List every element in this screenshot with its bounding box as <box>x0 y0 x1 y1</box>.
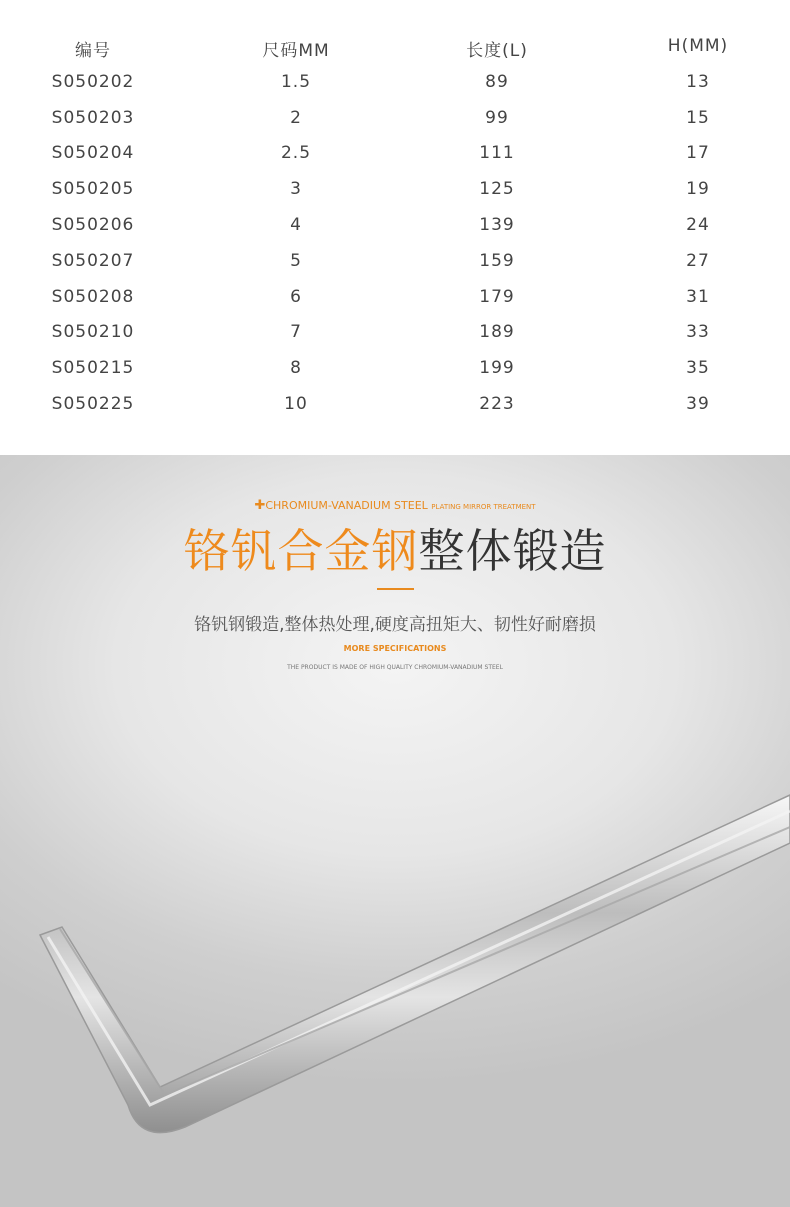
header-height: H(MM) <box>667 36 729 56</box>
cell-code: S050206 <box>51 214 135 235</box>
cell-length: 189 <box>479 322 515 343</box>
table-row <box>0 137 790 173</box>
cell-height: 33 <box>686 322 710 343</box>
spec-table <box>0 30 790 424</box>
tagline-main: CHROMIUM-VANADIUM STEEL <box>265 499 428 512</box>
cell-length: 223 <box>479 393 515 414</box>
title-orange: 铬钒合金钢 <box>183 524 419 578</box>
tagline-small: PLATING MIRROR TREATMENT <box>431 503 536 511</box>
cell-length: 199 <box>479 358 515 379</box>
title-divider <box>377 588 414 590</box>
cell-code: S050225 <box>51 393 135 414</box>
cell-height: 17 <box>686 143 710 164</box>
table-row <box>0 209 790 245</box>
cell-height: 27 <box>686 250 710 271</box>
cell-height: 39 <box>686 393 710 414</box>
header-code: 编号 <box>75 41 111 61</box>
more-specifications: MORE SPECIFICATIONS <box>343 644 447 653</box>
table-row <box>0 66 790 102</box>
cell-code: S050205 <box>51 179 135 200</box>
cell-code: S050207 <box>51 250 135 271</box>
product-hero <box>0 455 790 1207</box>
cell-code: S050204 <box>51 143 135 164</box>
cell-length: 111 <box>479 143 515 164</box>
cell-size: 4 <box>290 214 302 235</box>
hero-title <box>0 515 790 581</box>
cell-length: 125 <box>479 179 515 200</box>
cell-size: 6 <box>290 286 302 307</box>
cell-length: 139 <box>479 214 515 235</box>
cell-size: 10 <box>284 393 308 414</box>
cell-size: 1.5 <box>280 71 312 92</box>
cell-size: 7 <box>290 322 302 343</box>
table-row <box>0 316 790 352</box>
hero-subtitle: 铬钒钢锻造,整体热处理,硬度高扭矩大、韧性好耐磨损 <box>194 615 596 635</box>
cell-height: 19 <box>686 179 710 200</box>
table-row <box>0 245 790 281</box>
cell-code: S050202 <box>51 71 135 92</box>
cell-code: S050215 <box>51 358 135 379</box>
cell-length: 179 <box>479 286 515 307</box>
cell-size: 3 <box>290 179 302 200</box>
cell-size: 8 <box>290 358 302 379</box>
cell-code: S050210 <box>51 322 135 343</box>
table-row <box>0 102 790 138</box>
cell-height: 15 <box>686 107 710 128</box>
cell-size: 5 <box>290 250 302 271</box>
cell-code: S050208 <box>51 286 135 307</box>
table-row <box>0 388 790 424</box>
cell-code: S050203 <box>51 107 135 128</box>
title-dark: 整体锻造 <box>418 524 607 578</box>
cell-height: 13 <box>686 71 710 92</box>
table-header-row <box>0 30 790 66</box>
cell-length: 89 <box>485 71 509 92</box>
table-row <box>0 281 790 317</box>
plus-icon: ✚ <box>254 498 266 513</box>
cell-length: 159 <box>479 250 515 271</box>
cell-length: 99 <box>485 107 509 128</box>
header-length: 长度(L) <box>466 41 528 61</box>
cell-height: 35 <box>686 358 710 379</box>
spec-section <box>0 0 790 455</box>
product-note: THE PRODUCT IS MADE OF HIGH QUALITY CHROMIUM-VANADIUM STEEL <box>287 664 503 671</box>
table-row <box>0 173 790 209</box>
steel-tagline <box>0 498 790 513</box>
table-row <box>0 352 790 388</box>
cell-height: 24 <box>686 214 710 235</box>
cell-height: 31 <box>686 286 710 307</box>
cell-size: 2.5 <box>280 143 312 164</box>
header-size: 尺码MM <box>262 41 330 61</box>
cell-size: 2 <box>290 107 302 128</box>
